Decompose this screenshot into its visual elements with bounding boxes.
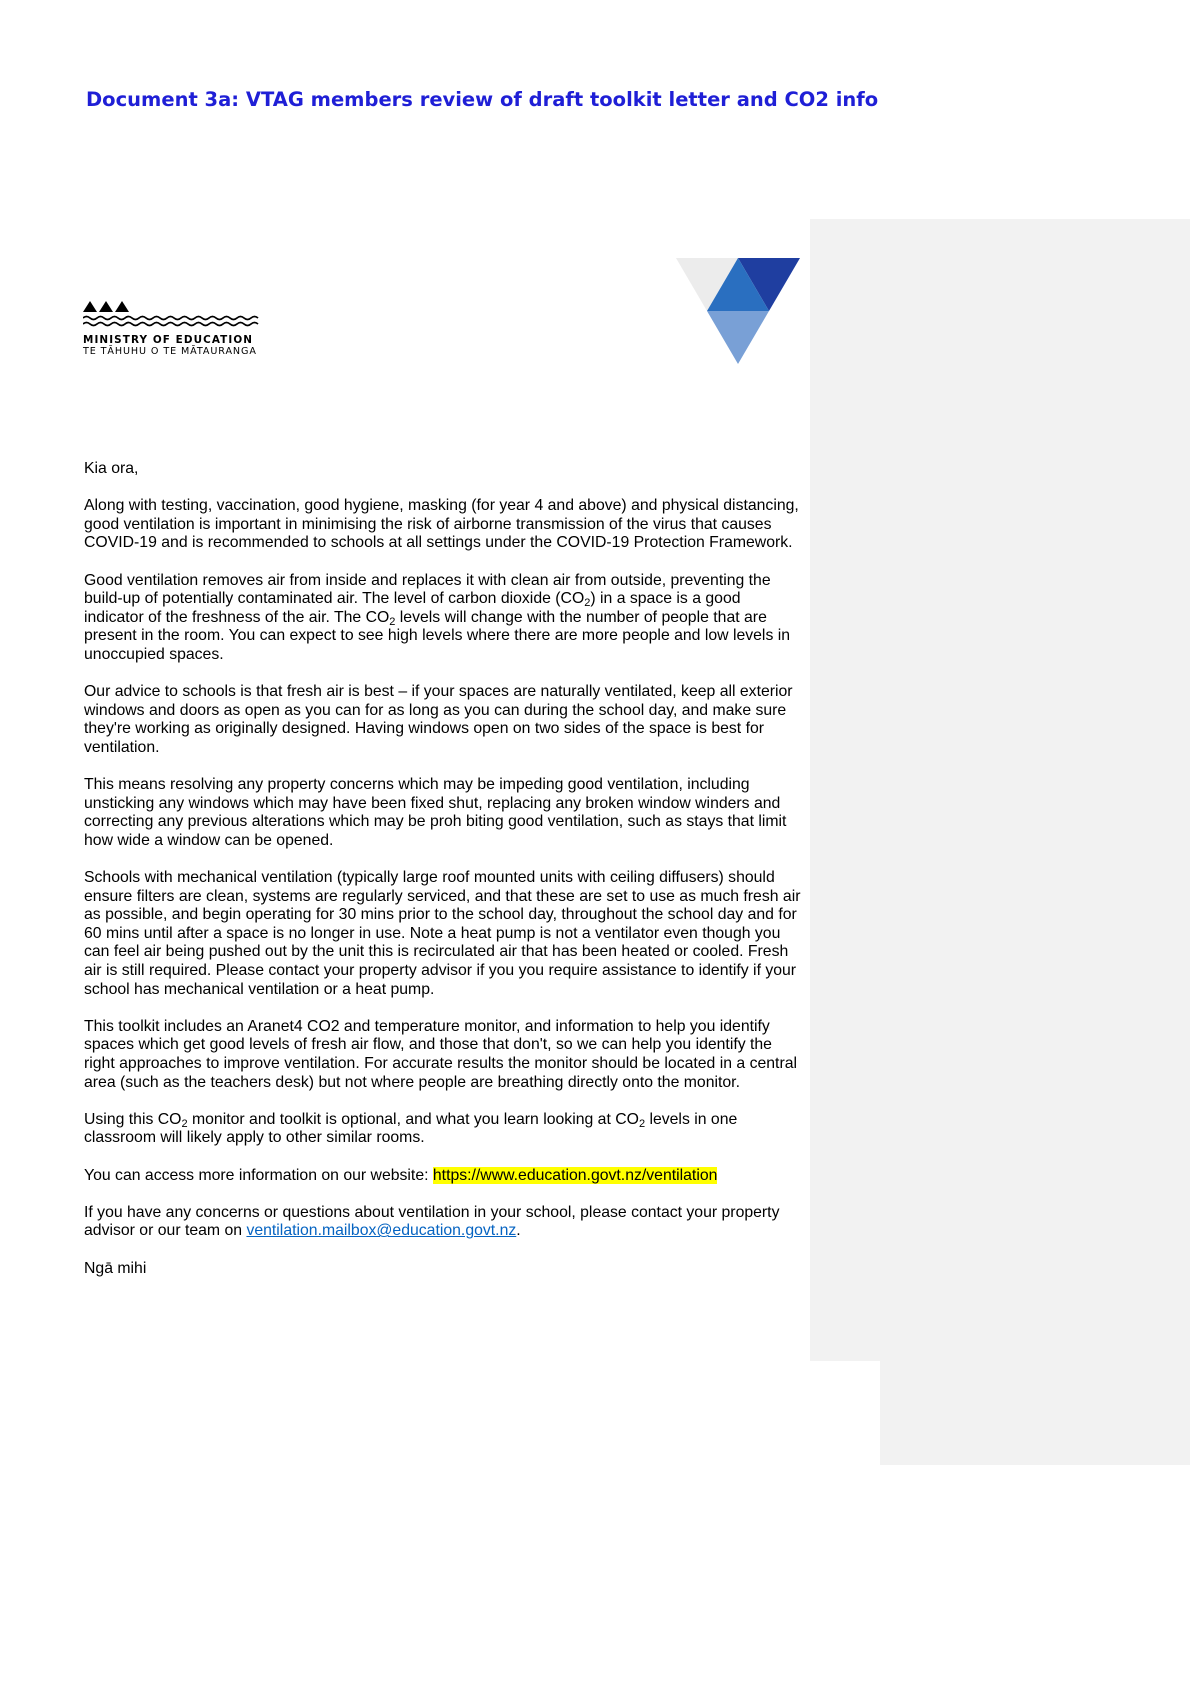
blue-triangle-mark-icon: [676, 258, 800, 366]
ministry-logo: [83, 298, 267, 357]
paragraph-5: Schools with mechanical ventilation (typically large roof mounted units with ceiling diffusers) should ensure filters are clean, systems are regularly serviced, and that these are set to use as much fresh air as possible, and begin operating for 30 mins prior to the school day, throughout the school day and for 60 mins until after a space is no longer in use. Note a heat pump is not a ventilator even though you can feel air being pushed out by the unit this is recirculated air that has been heated or cooled. Fresh air is still required. Please contact your property advisor if you you require assistance to identify if your school has mechanical ventilation or a heat pump.: [84, 869, 801, 998]
ministry-name: MINISTRY OF EDUCATION: [83, 334, 254, 346]
ventilation-email-link[interactable]: ventilation.mailbox@education.govt.nz: [246, 1222, 517, 1240]
document-title: Document 3a: VTAG members review of draft toolkit letter and CO2 info: [86, 88, 879, 111]
signoff: Ngā mihi: [84, 1259, 147, 1277]
comment-pane: [810, 219, 1190, 1361]
paragraph-7: Using this $CO_2$ monitor and toolkit is optional, and what you learn looking at $CO_2$ levels in one classroom will likely apply to other similar rooms.: [84, 1110, 738, 1147]
greeting: Kia ora,: [84, 460, 139, 477]
paragraph-6: This toolkit includes an Aranet4 CO2 and temperature monitor, and information to help you identify spaces which get good levels of fresh air flow, and those that don't, so we can help you identify the right approaches to improve ventilation. For accurate results the monitor should be located in a central area (such as the teachers desk) but not where people are breathing directly onto the monitor.: [84, 1017, 797, 1091]
letter-body: [84, 460, 804, 1297]
paragraph-8: You can access more information on our website: https://www.education.govt.nz/ventilation: [84, 1166, 718, 1184]
paragraph-1: Along with testing, vaccination, good hygiene, masking (for year 4 and above) and physical distancing, good ventilation is important in minimising the risk of airborne transmission of the virus that causes COVID-19 and is recommended to schools at all settings under the COVID-19 Protection Framework.: [84, 497, 799, 552]
paragraph-9: If you have any concerns or questions about ventilation in your school, please contact your property advisor or our team on ventilation.mailbox@education.govt.nz.: [84, 1203, 780, 1240]
comment-pane-lower: [880, 1361, 1190, 1465]
paragraph-3: Our advice to schools is that fresh air is best – if your spaces are naturally ventilated, keep all exterior windows and doors as open as you can for as long as you can during the school day, and make sure they're working as originally designed. Having windows open on two sides of the space is best for ventilation.: [84, 683, 793, 756]
paragraph-4: This means resolving any property concerns which may be impeding good ventilation, including unsticking any windows which may have been fixed shut, replacing any broken window winders and correcting any previous alterations which may be proh biting good ventilation, such as stays that limit how wide a window can be opened.: [84, 776, 787, 849]
paragraph-2: Good ventilation removes air from inside and replaces it with clean air from outside, preventing the build-up of potentially contaminated air. The level of carbon dioxide $(CO_2)$ in a space is a good indicator of the freshness of the air. The $CO_2$ levels will change with the number of people that are present in the room. You can expect to see high levels where there are more people and low levels in unoccupied spaces.: [84, 571, 791, 663]
ministry-maori-name: TE TĀHUHU O TE MĀTAURANGA: [83, 346, 257, 357]
mountains-and-waves-icon: [83, 298, 263, 330]
ventilation-website-link[interactable]: https://www.education.govt.nz/ventilation: [432, 1166, 718, 1184]
